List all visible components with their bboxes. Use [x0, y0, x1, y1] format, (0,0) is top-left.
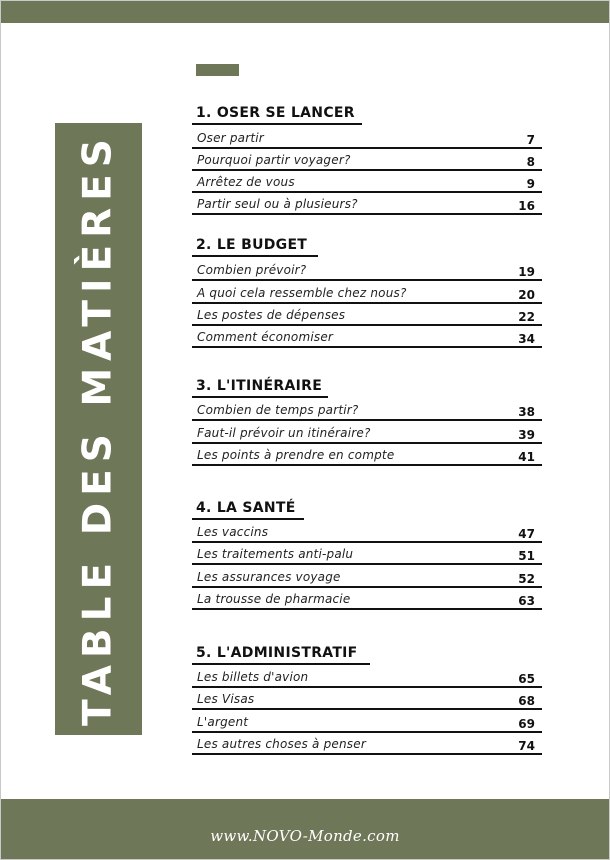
section-title[interactable]: [196, 500, 296, 516]
section-title-underline: [192, 396, 328, 398]
toc-entry[interactable]: [192, 399, 542, 421]
top-bar: [1, 1, 610, 23]
toc-entry-rule: [192, 708, 542, 710]
toc-entry-page-number: 9: [526, 177, 535, 191]
toc-entry-label: Les vaccins: [197, 525, 269, 539]
toc-entry-label: Pourquoi partir voyager?: [197, 153, 351, 167]
toc-entry[interactable]: [192, 282, 542, 304]
toc-entry-label: Oser partir: [197, 131, 264, 145]
toc-entry-page-number: 69: [518, 717, 535, 731]
toc-entry[interactable]: [192, 127, 542, 149]
toc-entry-page-number: 19: [518, 265, 535, 279]
toc-entry-label: Les autres choses à penser: [197, 737, 366, 751]
toc-entry-rule: [192, 213, 542, 215]
side-title: TABLE DES MATIÈRES: [75, 132, 121, 726]
toc-entry-label: A quoi cela ressemble chez nous?: [197, 286, 407, 300]
toc-entry-label: Combien de temps partir?: [197, 403, 359, 417]
toc-entry[interactable]: [192, 566, 542, 588]
toc-entry-label: Les assurances voyage: [197, 570, 341, 584]
toc-entry-page-number: 38: [518, 405, 535, 419]
toc-entry-label: Comment économiser: [197, 330, 334, 344]
toc-entry-rule: [192, 608, 542, 610]
toc-entry[interactable]: [192, 588, 542, 610]
section-title-text: 4. LA SANTÉ: [196, 500, 296, 516]
toc-entry-page-number: 47: [518, 527, 535, 541]
section-title-text: 5. L'ADMINISTRATIF: [196, 645, 358, 661]
toc-entry-page-number: 63: [518, 594, 535, 608]
toc-entry-page-number: 8: [526, 155, 535, 169]
toc-entry-label: Les Visas: [197, 692, 255, 706]
section-title-underline: [192, 123, 362, 125]
toc-entry[interactable]: [192, 171, 542, 193]
toc-entry-rule: [192, 346, 542, 348]
toc-entry-rule: [192, 419, 542, 421]
toc-entry-page-number: 34: [518, 332, 535, 346]
toc-entry[interactable]: [192, 193, 542, 215]
toc-entry-label: Arrêtez de vous: [197, 175, 295, 189]
toc-entry[interactable]: [192, 326, 542, 348]
toc-entry-rule: [192, 563, 542, 565]
toc-entry-rule: [192, 464, 542, 466]
toc-entry-rule: [192, 279, 542, 281]
toc-entry[interactable]: [192, 444, 542, 466]
section-title-underline: [192, 518, 304, 520]
toc-entry[interactable]: [192, 422, 542, 444]
toc-entry-page-number: 41: [518, 450, 535, 464]
toc-entry-page-number: 68: [518, 694, 535, 708]
accent-rectangle: [196, 64, 239, 76]
toc-entry[interactable]: [192, 711, 542, 733]
toc-entry-label: Partir seul ou à plusieurs?: [197, 197, 358, 211]
toc-entry-page-number: 65: [518, 672, 535, 686]
toc-entry-label: Les postes de dépenses: [197, 308, 346, 322]
toc-entry[interactable]: [192, 733, 542, 755]
toc-entry-page-number: 52: [518, 572, 535, 586]
toc-entry[interactable]: [192, 259, 542, 281]
toc-entry[interactable]: [192, 149, 542, 171]
section-title-text: 1. OSER SE LANCER: [196, 105, 355, 121]
section-title-underline: [192, 255, 318, 257]
toc-entry-label: L'argent: [197, 715, 249, 729]
section-title-underline: [192, 663, 370, 665]
toc-entry[interactable]: [192, 521, 542, 543]
toc-entry-page-number: 51: [518, 549, 535, 563]
toc-entry-label: Les traitements anti-palu: [197, 547, 354, 561]
toc-entry-page-number: 20: [518, 288, 535, 302]
toc-entry-rule: [192, 753, 542, 755]
toc-entry[interactable]: [192, 543, 542, 565]
toc-entry[interactable]: [192, 666, 542, 688]
section-title-text: 3. L'ITINÉRAIRE: [196, 378, 323, 394]
section-title[interactable]: [196, 237, 307, 253]
toc-entry-label: Combien prévoir?: [197, 263, 307, 277]
toc-entry-page-number: 7: [526, 133, 535, 147]
toc-entry-label: Faut-il prévoir un itinéraire?: [197, 426, 371, 440]
toc-entry[interactable]: [192, 688, 542, 710]
toc-entry-page-number: 22: [518, 310, 535, 324]
section-title-text: 2. LE BUDGET: [196, 237, 308, 253]
toc-entry-label: Les billets d'avion: [197, 670, 309, 684]
toc-entry-label: La trousse de pharmacie: [197, 592, 351, 606]
section-title[interactable]: [196, 378, 322, 394]
toc-entry[interactable]: [192, 304, 542, 326]
section-title[interactable]: [196, 105, 355, 121]
toc-entry-label: Les points à prendre en compte: [197, 448, 395, 462]
toc-entry-page-number: 74: [518, 739, 535, 753]
toc-entry-page-number: 39: [518, 428, 535, 442]
footer-url[interactable]: www.NOVO-Monde.com: [210, 827, 400, 845]
toc-entry-page-number: 16: [518, 199, 535, 213]
section-title[interactable]: [196, 645, 358, 661]
